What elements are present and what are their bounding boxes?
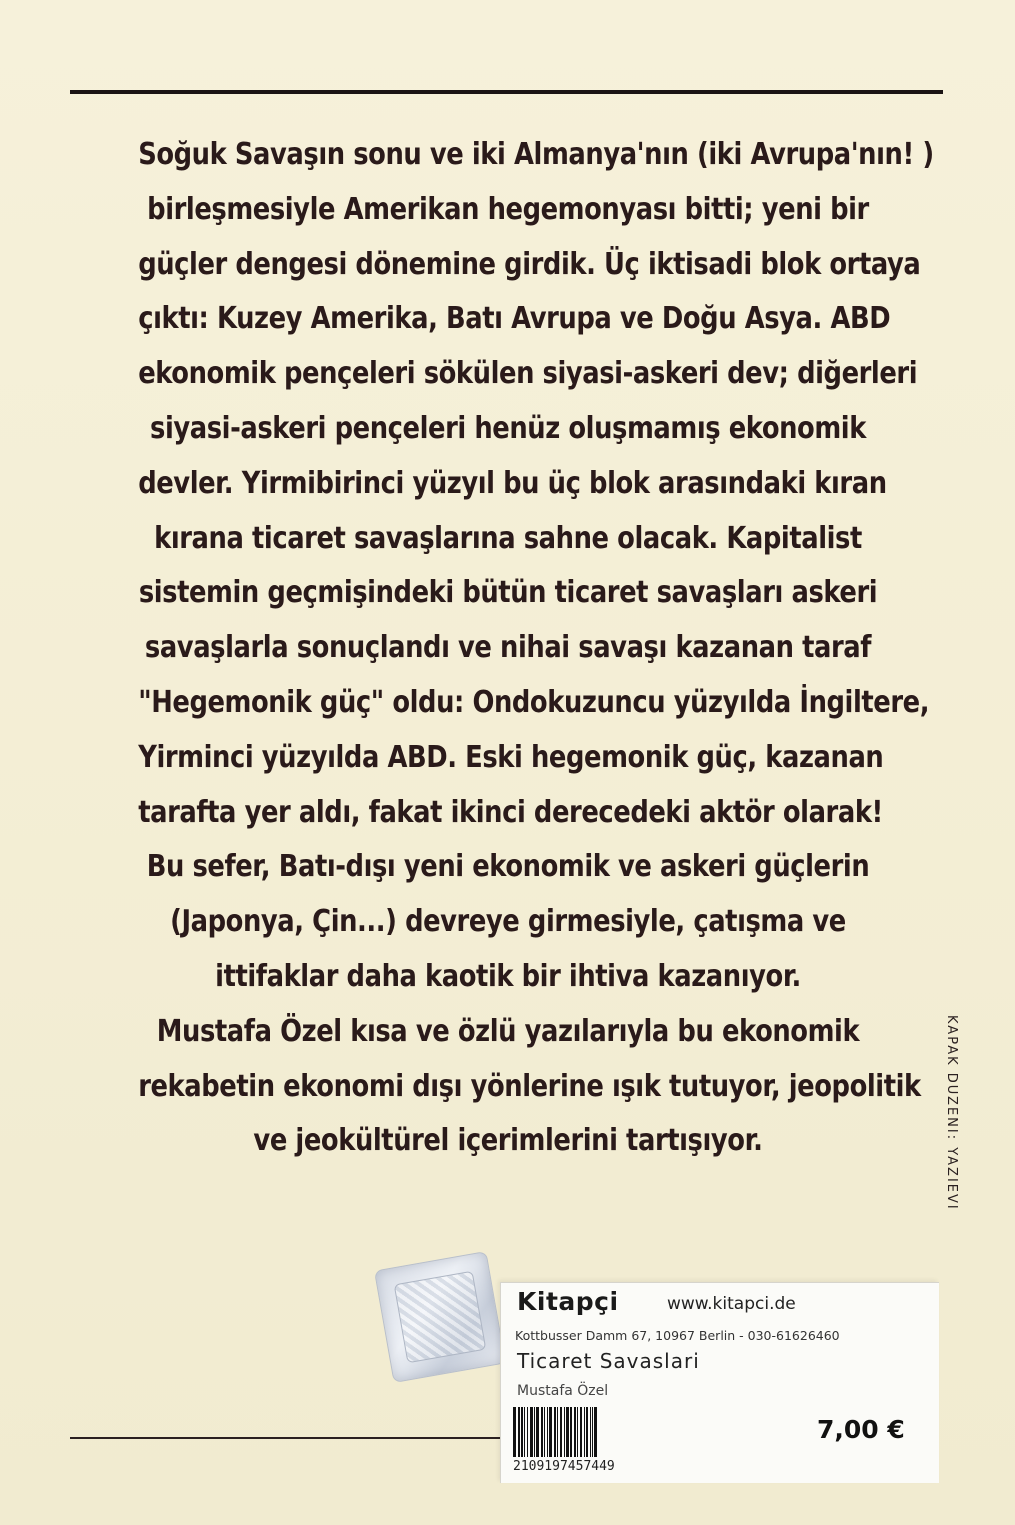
blurb-line: birleşmesiyle Amerikan hegemonyası bitti; yeni bir [147, 191, 869, 227]
bottom-divider [70, 1437, 510, 1439]
barcode-bar [584, 1407, 585, 1457]
barcode-bar [547, 1407, 548, 1457]
hologram-sticker [374, 1251, 506, 1383]
barcode-bar [580, 1407, 582, 1457]
cover-design-credit: KAPAK DÜZENİ: YAZIEVİ [944, 1015, 959, 1211]
barcode-bar [586, 1407, 588, 1457]
blurb-line: devler. Yirmibirinci yüzyıl bu üç blok arasındaki kıran [138, 465, 887, 501]
blurb-line: çıktı: Kuzey Amerika, Batı Avrupa ve Doğu Asya. ABD [138, 301, 891, 337]
barcode-bar [513, 1407, 516, 1457]
barcode-bar [574, 1407, 576, 1457]
blurb-line: siyasi-askeri pençeleri henüz oluşmamış ekonomik [150, 410, 866, 446]
barcode-bar [570, 1407, 572, 1457]
blurb-line: Yirminci yüzyılda ABD. Eski hegemonik güç, kazanan [138, 739, 884, 775]
barcode-bar [566, 1407, 569, 1457]
barcode-number: 2109197457449 [513, 1459, 615, 1474]
blurb-line: rekabetin ekonomi dışı yönlerine ışık tutuyor, jeopolitik [138, 1068, 921, 1104]
blurb-line: ekonomik pençeleri sökülen siyasi-askeri dev; diğerleri [138, 356, 918, 392]
blurb-line: sistemin geçmişindeki bütün ticaret savaşları askeri [138, 575, 878, 611]
barcode-bar [534, 1407, 535, 1457]
barcode-bar [594, 1407, 597, 1457]
barcode-bar [544, 1407, 545, 1457]
blurb-line: Bu sefer, Batı-dışı yeni ekonomik ve askeri güçlerin [146, 849, 870, 885]
barcode-bar [518, 1407, 520, 1457]
barcode-bar [554, 1407, 556, 1457]
barcode-bar [549, 1407, 552, 1457]
blurb-line: güçler dengesi dönemine girdik. Üç iktisadi blok ortaya [138, 246, 921, 282]
store-url: www.kitapci.de [667, 1294, 796, 1314]
barcode-bar [577, 1407, 578, 1457]
blurb-line: savaşlarla sonuçlandı ve nihai savaşı kazanan taraf [144, 630, 872, 666]
barcode-bar [541, 1407, 543, 1457]
store-address: Kottbusser Damm 67, 10967 Berlin - 030-61626460 [515, 1328, 840, 1343]
barcode-bar [527, 1407, 528, 1457]
blurb-line: (Japonya, Çin...) devreye girmesiyle, çatışma ve [170, 904, 846, 940]
blurb-line: Soğuk Savaşın sonu ve iki Almanya'nın (iki Avrupa'nın! ) [138, 137, 934, 172]
book-title: Ticaret Savaslari [517, 1349, 700, 1373]
blurb-line: ittifaklar daha kaotik bir ihtiva kazanıyor. [215, 958, 801, 994]
barcode [511, 1407, 767, 1457]
book-author: Mustafa Özel [517, 1383, 609, 1399]
blurb-text [78, 128, 938, 1169]
blurb-line: tarafta yer aldı, fakat ikinci derecedeki aktör olarak! [138, 794, 883, 830]
price-label: 7,00 € [817, 1415, 905, 1444]
blurb-line: kırana ticaret savaşlarına sahne olacak. Kapitalist [154, 520, 862, 556]
top-divider [70, 90, 943, 94]
hologram-pattern [394, 1271, 487, 1364]
blurb-line: "Hegemonik güç" oldu: Ondokuzuncu yüzyılda İngiltere, [138, 684, 930, 720]
barcode-bar [536, 1407, 539, 1457]
blurb-line: ve jeokültürel içerimlerini tartışıyor. [253, 1123, 763, 1159]
barcode-bar [530, 1407, 533, 1457]
barcode-bar [560, 1407, 562, 1457]
barcode-bar [592, 1407, 593, 1457]
barcode-bar [564, 1407, 565, 1457]
blurb-line: Mustafa Özel kısa ve özlü yazılarıyla bu ekonomik [156, 1013, 860, 1049]
barcode-bar [557, 1407, 558, 1457]
price-sticker [500, 1282, 939, 1483]
barcode-bar [521, 1407, 523, 1457]
barcode-bar [590, 1407, 591, 1457]
barcode-bar [524, 1407, 525, 1457]
store-brand: Kitapçi [517, 1287, 619, 1316]
